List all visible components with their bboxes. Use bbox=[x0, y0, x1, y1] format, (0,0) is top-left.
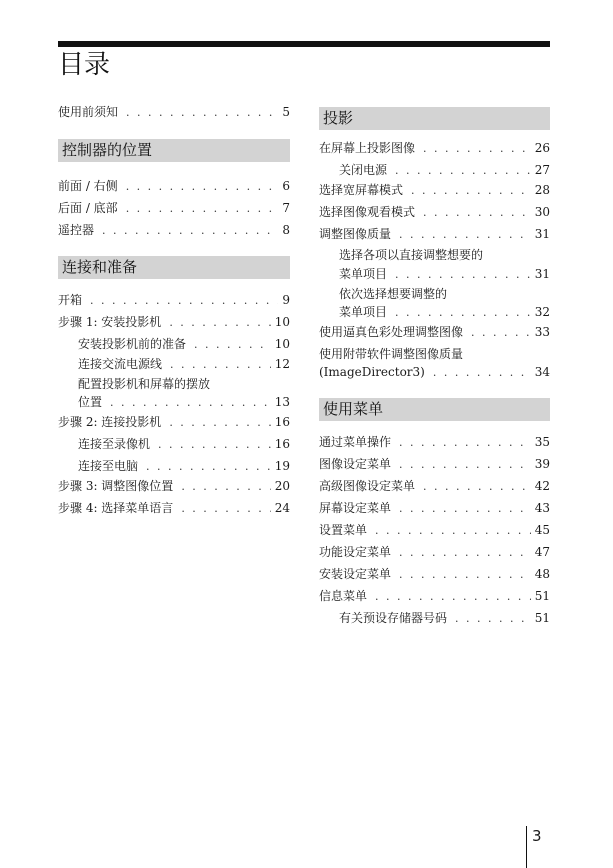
toc-entry[interactable] bbox=[319, 564, 550, 584]
leader-dots bbox=[181, 499, 270, 519]
toc-entry-label: 开箱 bbox=[58, 293, 83, 307]
leader-dots bbox=[395, 161, 531, 181]
leader-dots bbox=[399, 225, 531, 245]
toc-entry-page: 42 bbox=[534, 479, 550, 493]
toc-entry-page: 19 bbox=[274, 459, 290, 473]
toc-entry-page: 51 bbox=[534, 589, 550, 603]
toc-entry[interactable] bbox=[319, 520, 550, 540]
toc-entry-label: 连接至录像机 bbox=[78, 437, 151, 451]
toc-entry[interactable] bbox=[319, 542, 550, 562]
leader-dots bbox=[423, 139, 531, 159]
toc-entry-label: 遥控器 bbox=[58, 223, 95, 237]
toc-entry-page: 27 bbox=[534, 163, 550, 177]
toc-entry-page: 31 bbox=[534, 227, 550, 241]
toc-entry-label: 屏幕设定菜单 bbox=[319, 501, 392, 515]
toc-entry-label: 后面 / 底部 bbox=[58, 201, 118, 215]
leader-dots bbox=[90, 291, 278, 311]
leader-dots bbox=[170, 355, 271, 375]
toc-entry[interactable] bbox=[339, 160, 550, 180]
toc-entry-label: 菜单项目 bbox=[339, 305, 388, 319]
toc-entry-page: 45 bbox=[534, 523, 550, 537]
leader-dots bbox=[375, 587, 531, 607]
toc-entry-label: 调整图像质量 bbox=[319, 227, 392, 241]
toc-entry-page: 51 bbox=[534, 611, 550, 625]
leader-dots bbox=[399, 433, 531, 453]
section-heading: 连接和准备 bbox=[58, 256, 290, 279]
toc-entry-label: 使用前须知 bbox=[58, 105, 119, 119]
toc-entry[interactable] bbox=[58, 198, 290, 218]
toc-entry-label: 菜单项目 bbox=[339, 267, 388, 281]
leader-dots bbox=[423, 477, 531, 497]
toc-entry-label: 使用逼真色彩处理调整图像 bbox=[319, 325, 464, 339]
toc-entry-label: (ImageDirector3) bbox=[319, 365, 425, 379]
leader-dots bbox=[395, 303, 531, 323]
toc-entry-page: 8 bbox=[282, 223, 290, 237]
section-heading: 使用菜单 bbox=[319, 398, 550, 421]
leader-dots bbox=[423, 203, 531, 223]
page-number: 3 bbox=[532, 827, 542, 845]
leader-dots bbox=[169, 413, 270, 433]
toc-entry[interactable] bbox=[339, 608, 550, 628]
leader-dots bbox=[471, 323, 531, 343]
toc-entry[interactable] bbox=[78, 392, 290, 412]
toc-entry-label: 前面 / 右侧 bbox=[58, 179, 118, 193]
toc-entry-page: 16 bbox=[274, 415, 290, 429]
toc-entry-label: 步骤 4: 选择菜单语言 bbox=[58, 501, 174, 515]
toc-entry[interactable] bbox=[319, 202, 550, 222]
leader-dots bbox=[399, 565, 531, 585]
toc-entry[interactable] bbox=[319, 432, 550, 452]
toc-entry[interactable] bbox=[319, 180, 550, 200]
toc-entry-label: 连接交流电源线 bbox=[78, 357, 163, 371]
leader-dots bbox=[110, 393, 271, 413]
toc-entry-label: 信息菜单 bbox=[319, 589, 368, 603]
toc-entry-label: 在屏幕上投影图像 bbox=[319, 141, 416, 155]
toc-entry-page: 10 bbox=[274, 337, 290, 351]
toc-entry-page: 12 bbox=[274, 357, 290, 371]
toc-entry[interactable] bbox=[339, 302, 550, 322]
toc-entry[interactable] bbox=[319, 498, 550, 518]
toc-entry-label: 连接至电脑 bbox=[78, 459, 139, 473]
toc-entry[interactable] bbox=[78, 354, 290, 374]
toc-entry-page: 6 bbox=[282, 179, 290, 193]
toc-entry-label: 通过菜单操作 bbox=[319, 435, 392, 449]
toc-entry[interactable] bbox=[319, 476, 550, 496]
toc-entry-label: 关闭电源 bbox=[339, 163, 388, 177]
leader-dots bbox=[399, 499, 531, 519]
toc-entry-page: 20 bbox=[274, 479, 290, 493]
toc-entry-label: 功能设定菜单 bbox=[319, 545, 392, 559]
toc-entry[interactable] bbox=[78, 334, 290, 354]
toc-entry[interactable] bbox=[58, 176, 290, 196]
leader-dots bbox=[395, 265, 531, 285]
toc-entry-page: 26 bbox=[534, 141, 550, 155]
toc-entry-page: 47 bbox=[534, 545, 550, 559]
toc-entry[interactable] bbox=[58, 290, 290, 310]
toc-entry-page: 31 bbox=[534, 267, 550, 281]
page-title: 目录 bbox=[58, 50, 111, 80]
toc-entry[interactable] bbox=[78, 434, 290, 454]
toc-entry-label: 安装投影机前的准备 bbox=[78, 337, 187, 351]
toc-entry-page: 32 bbox=[534, 305, 550, 319]
leader-dots bbox=[433, 363, 531, 383]
toc-entry-label: 选择图像观看模式 bbox=[319, 205, 416, 219]
leader-dots bbox=[399, 543, 531, 563]
toc-entry-label[interactable]: 使用附带软件调整图像质量 bbox=[319, 347, 464, 361]
toc-entry[interactable] bbox=[319, 454, 550, 474]
leader-dots bbox=[411, 181, 531, 201]
toc-entry-page: 34 bbox=[534, 365, 550, 379]
toc-entry-page: 10 bbox=[274, 315, 290, 329]
toc-entry-page: 28 bbox=[534, 183, 550, 197]
leader-dots bbox=[399, 455, 531, 475]
toc-entry-label: 高级图像设定菜单 bbox=[319, 479, 416, 493]
section-heading: 投影 bbox=[319, 107, 550, 130]
section-heading: 控制器的位置 bbox=[58, 139, 290, 162]
toc-entry-label: 图像设定菜单 bbox=[319, 457, 392, 471]
toc-entry-page: 30 bbox=[534, 205, 550, 219]
toc-entry-label: 选择宽屏幕模式 bbox=[319, 183, 404, 197]
toc-entry-page: 13 bbox=[274, 395, 290, 409]
leader-dots bbox=[126, 177, 279, 197]
toc-entry-label[interactable]: 选择各项以直接调整想要的 bbox=[339, 248, 484, 262]
toc-entry-page: 48 bbox=[534, 567, 550, 581]
leader-dots bbox=[158, 435, 271, 455]
toc-entry[interactable] bbox=[58, 476, 290, 496]
leader-dots bbox=[146, 457, 271, 477]
toc-entry-label: 有关预设存储器号码 bbox=[339, 611, 448, 625]
toc-entry-label[interactable]: 依次选择想要调整的 bbox=[339, 287, 448, 301]
toc-entry-page: 9 bbox=[282, 293, 290, 307]
toc-entry-label: 设置菜单 bbox=[319, 523, 368, 537]
toc-entry[interactable] bbox=[58, 102, 290, 122]
page-number-rule bbox=[526, 826, 527, 868]
toc-entry-page: 35 bbox=[534, 435, 550, 449]
toc-entry[interactable] bbox=[58, 498, 290, 518]
leader-dots bbox=[375, 521, 531, 541]
toc-entry[interactable] bbox=[58, 412, 290, 432]
leader-dots bbox=[194, 335, 271, 355]
toc-entry-page: 16 bbox=[274, 437, 290, 451]
toc-entry-page: 43 bbox=[534, 501, 550, 515]
toc-entry-page: 24 bbox=[274, 501, 290, 515]
top-rule bbox=[58, 41, 550, 47]
toc-entry-label: 步骤 1: 安装投影机 bbox=[58, 315, 162, 329]
leader-dots bbox=[102, 221, 278, 241]
leader-dots bbox=[126, 199, 279, 219]
toc-entry-page: 39 bbox=[534, 457, 550, 471]
toc-entry-page: 7 bbox=[282, 201, 290, 215]
leader-dots bbox=[169, 313, 270, 333]
toc-entry-label: 位置 bbox=[78, 395, 103, 409]
toc-entry-label: 安装设定菜单 bbox=[319, 567, 392, 581]
toc-entry-label: 步骤 2: 连接投影机 bbox=[58, 415, 162, 429]
leader-dots bbox=[181, 477, 270, 497]
toc-entry[interactable] bbox=[58, 220, 290, 240]
toc-entry[interactable] bbox=[319, 224, 550, 244]
toc-entry[interactable] bbox=[319, 138, 550, 158]
leader-dots bbox=[126, 103, 278, 123]
toc-entry[interactable] bbox=[78, 456, 290, 476]
toc-entry-page: 33 bbox=[534, 325, 550, 339]
toc-entry-page: 5 bbox=[282, 105, 290, 119]
toc-entry[interactable] bbox=[319, 322, 550, 342]
toc-entry[interactable] bbox=[319, 586, 550, 606]
toc-entry-label[interactable]: 配置投影机和屏幕的摆放 bbox=[78, 377, 211, 391]
toc-entry[interactable] bbox=[58, 312, 290, 332]
toc-entry-label: 步骤 3: 调整图像位置 bbox=[58, 479, 174, 493]
leader-dots bbox=[455, 609, 531, 629]
toc-entry[interactable] bbox=[339, 264, 550, 284]
toc-entry[interactable] bbox=[319, 362, 550, 382]
